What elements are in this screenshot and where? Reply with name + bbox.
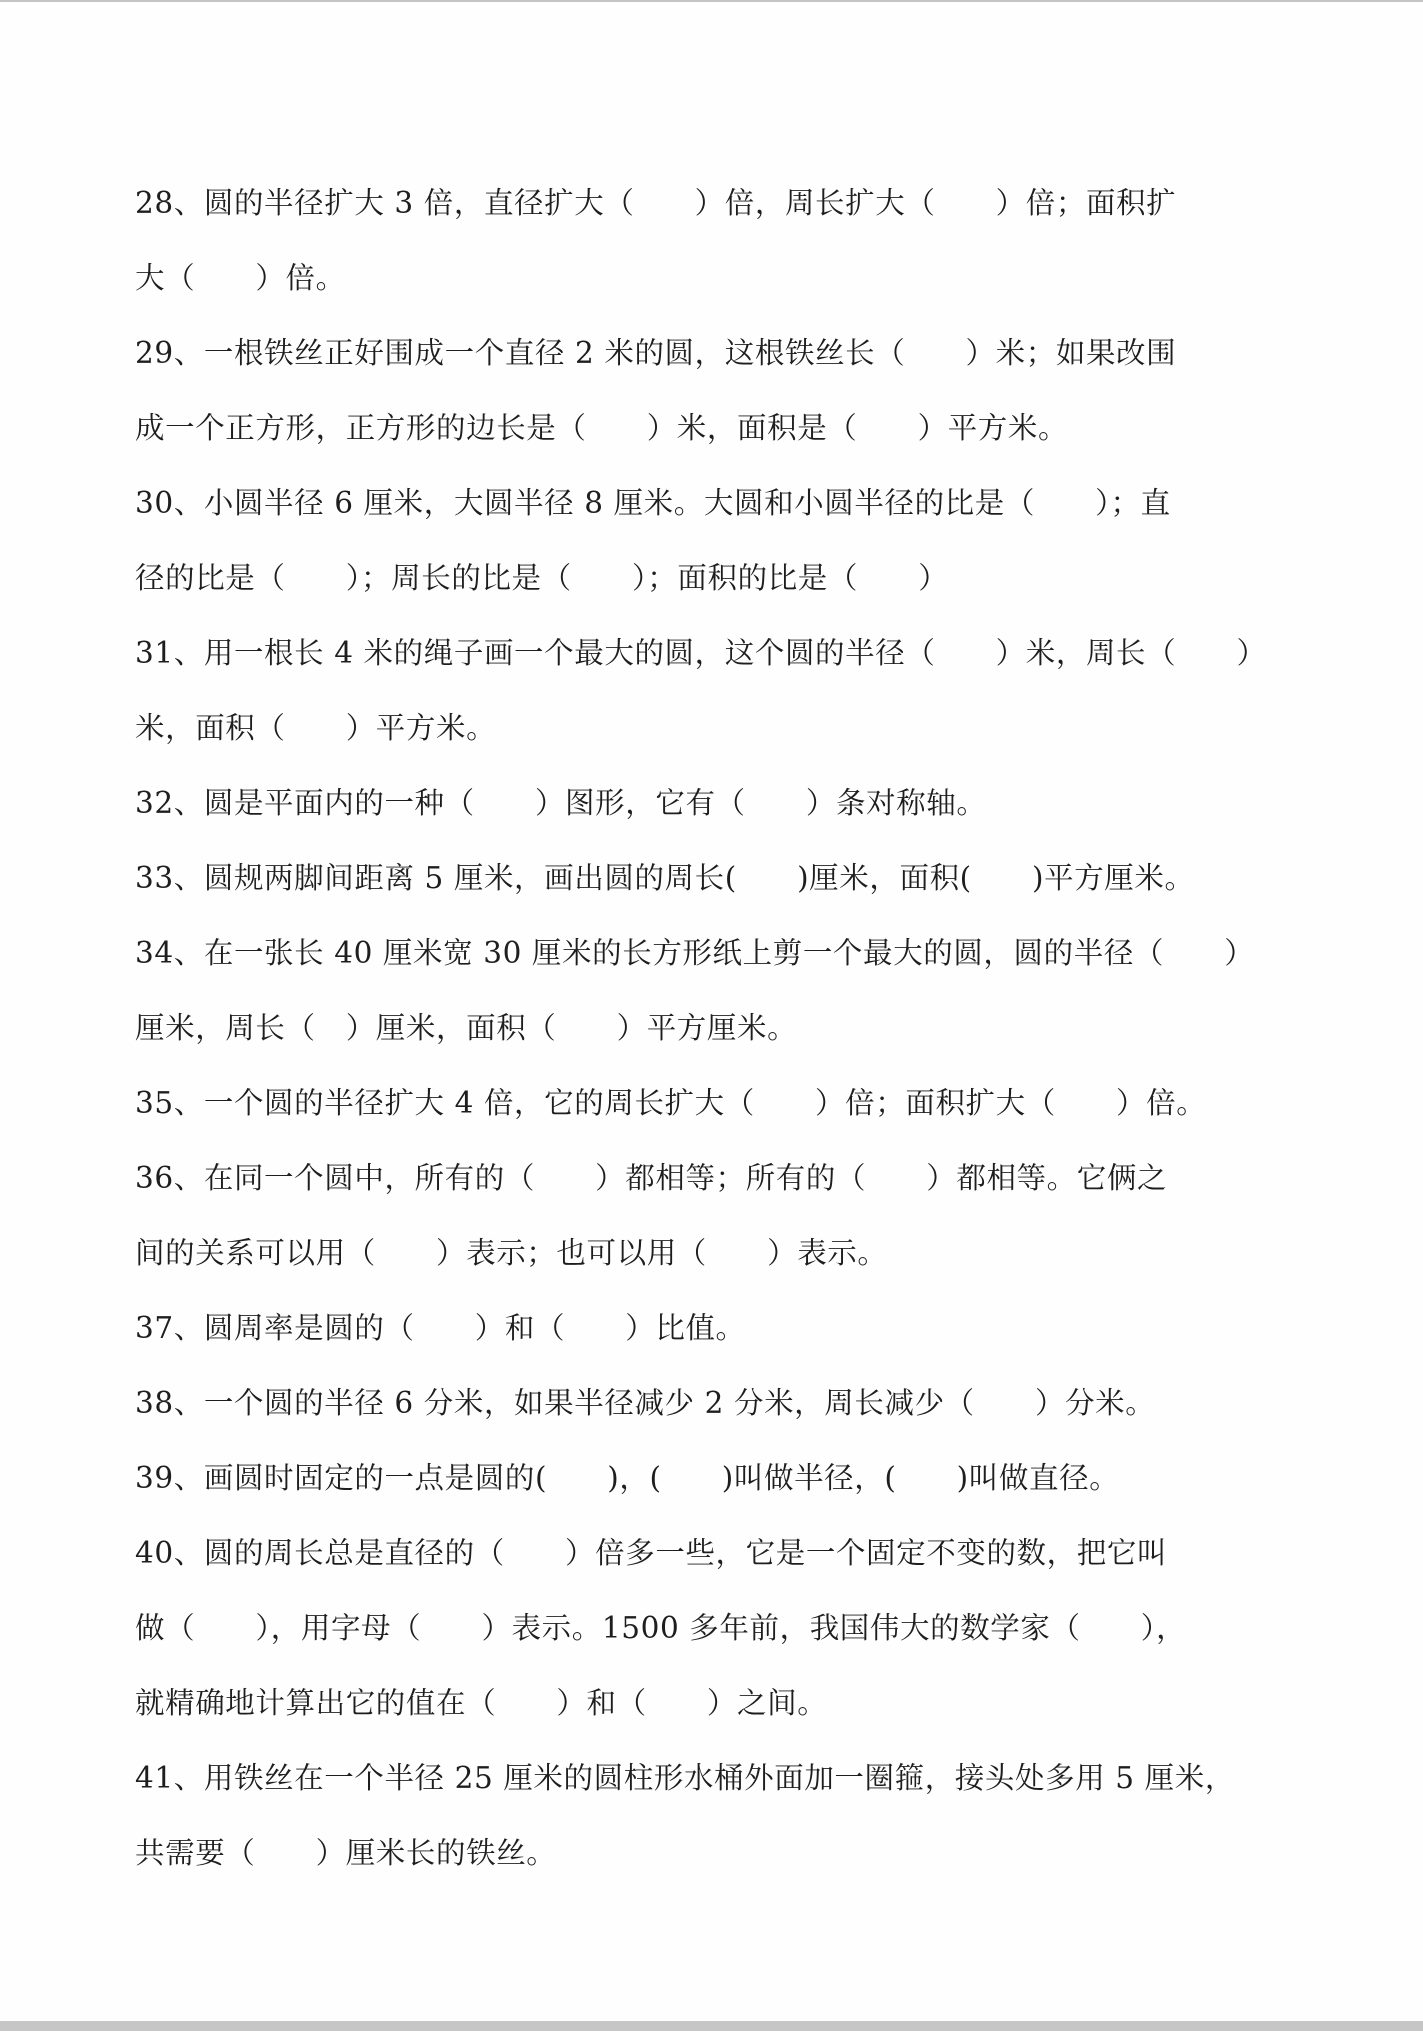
question-30-line-2: 径的比是（ ）；周长的比是（ ）；面积的比是（ ） [135,561,949,595]
question-34-line-2: 厘米，周长（ ）厘米，面积（ ）平方厘米。 [135,1011,798,1045]
question-36-line-2: 间的关系可以用（ ）表示；也可以用（ ）表示。 [135,1236,888,1270]
question-31-line-2: 米，面积（ ）平方米。 [135,711,497,745]
question-34-line-1: 34、在一张长 40 厘米宽 30 厘米的长方形纸上剪一个最大的圆，圆的半径（ ） [135,936,1255,970]
question-39: 39、画圆时固定的一点是圆的( )，( )叫做半径，( )叫做直径。 [135,1461,1120,1495]
question-32: 32、圆是平面内的一种（ ）图形，它有（ ）条对称轴。 [135,786,987,820]
question-38: 38、一个圆的半径 6 分米，如果半径减少 2 分米，周长减少（ ）分米。 [135,1386,1156,1420]
question-31-line-1: 31、用一根长 4 米的绳子画一个最大的圆，这个圆的半径（ ）米，周长（ ） [135,636,1267,670]
question-40-line-2: 做（ ），用字母（ ）表示。1500 多年前，我国伟大的数学家（ ）， [135,1611,1187,1645]
question-33: 33、圆规两脚间距离 5 厘米，画出圆的周长( )厘米，面积( )平方厘米。 [135,861,1195,895]
question-28-line-1: 28、圆的半径扩大 3 倍，直径扩大（ ）倍，周长扩大（ ）倍；面积扩 [135,186,1177,220]
question-41-line-2: 共需要（ ）厘米长的铁丝。 [135,1836,557,1870]
page-bottom-border [0,2021,1423,2031]
question-40-line-3: 就精确地计算出它的值在（ ）和（ ）之间。 [135,1686,828,1720]
question-35: 35、一个圆的半径扩大 4 倍，它的周长扩大（ ）倍；面积扩大（ ）倍。 [135,1086,1207,1120]
question-28-line-2: 大（ ）倍。 [135,261,346,295]
question-41-line-1: 41、用铁丝在一个半径 25 厘米的圆柱形水桶外面加一圈箍，接头处多用 5 厘米， [135,1761,1235,1795]
question-40-line-1: 40、圆的周长总是直径的（ ）倍多一些，它是一个固定不变的数，把它叫 [135,1536,1168,1570]
question-29-line-2: 成一个正方形，正方形的边长是（ ）米，面积是（ ）平方米。 [135,411,1069,445]
question-29-line-1: 29、一根铁丝正好围成一个直径 2 米的圆，这根铁丝长（ ）米；如果改围 [135,336,1177,370]
question-30-line-1: 30、小圆半径 6 厘米，大圆半径 8 厘米。大圆和小圆半径的比是（ ）；直 [135,486,1171,520]
question-37: 37、圆周率是圆的（ ）和（ ）比值。 [135,1311,746,1345]
question-36-line-1: 36、在同一个圆中，所有的（ ）都相等；所有的（ ）都相等。它俩之 [135,1161,1168,1195]
